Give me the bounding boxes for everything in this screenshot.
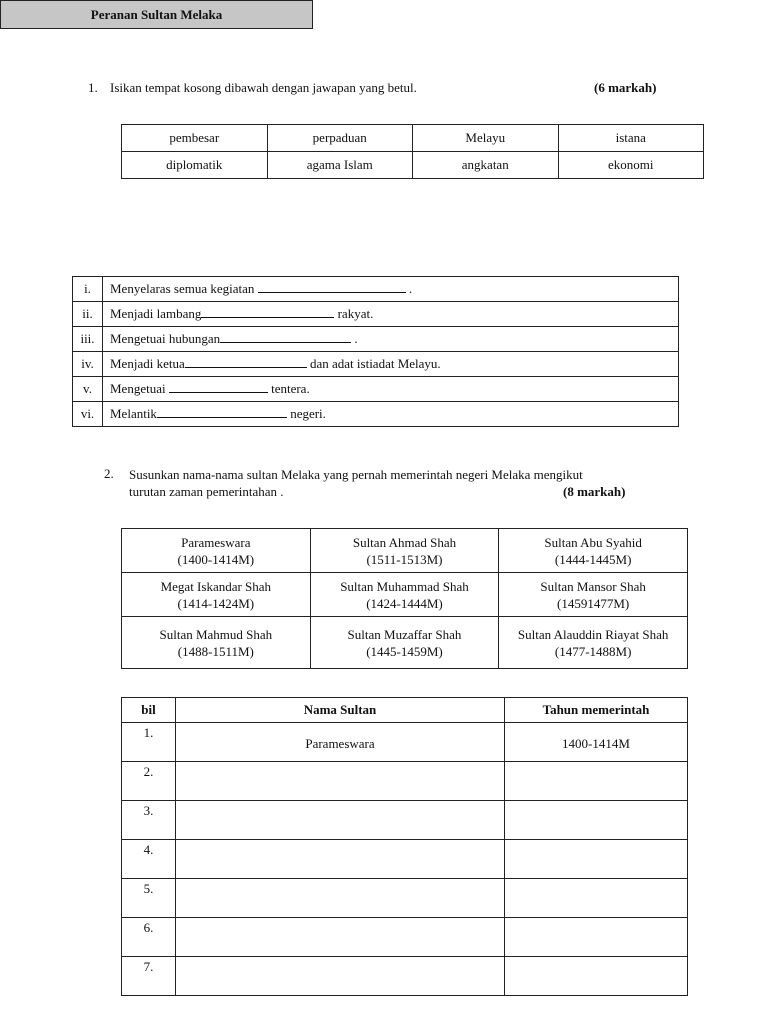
sultan-option-cell (122, 617, 311, 669)
word-bank-row (122, 152, 704, 179)
word-bank-cell: Melayu (413, 125, 559, 152)
role-number: vi. (73, 402, 103, 427)
reign-years-answer[interactable] (505, 879, 688, 918)
role-text-after: . (351, 331, 358, 346)
sultan-options-row (122, 573, 688, 617)
role-row (73, 352, 679, 377)
reign-years-answer[interactable] (505, 918, 688, 957)
sultan-years: (1477-1488M) (554, 643, 632, 659)
sultan-options-table (121, 528, 688, 669)
fill-in-blank[interactable] (157, 406, 287, 418)
sultan-option-cell (499, 617, 688, 669)
sultan-years: (1400-1414M) (177, 551, 255, 567)
role-sentence (103, 402, 679, 427)
role-sentence (103, 352, 679, 377)
answer-row (122, 957, 688, 996)
answer-row (122, 918, 688, 957)
section-title-box: Peranan Sultan Melaka (0, 0, 313, 29)
sultan-name: Sultan Mahmud Shah (159, 626, 273, 642)
question-2-marks: (8 markah) (563, 484, 626, 499)
role-number: i. (73, 277, 103, 302)
sultan-name-answer[interactable] (176, 918, 505, 957)
sultan-years: (1414-1424M) (177, 595, 255, 611)
sultan-name: Sultan Abu Syahid (544, 534, 642, 550)
row-number: 7. (122, 957, 176, 996)
sultan-name: Megat Iskandar Shah (160, 578, 272, 594)
role-text-after: negeri. (286, 406, 326, 421)
roles-table (72, 276, 679, 427)
role-text-after: rakyat. (334, 306, 374, 321)
role-number: ii. (73, 302, 103, 327)
reign-years-answer[interactable] (505, 762, 688, 801)
role-row (73, 277, 679, 302)
sultan-name-answer[interactable] (176, 879, 505, 918)
word-bank-cell: agama Islam (267, 152, 413, 179)
sultan-option-cell (122, 529, 311, 573)
sultan-years: (1511-1513M) (366, 551, 443, 567)
answer-row (122, 723, 688, 762)
role-text-after: . (405, 281, 413, 296)
answer-table (121, 697, 688, 996)
sultan-years: (1445-1459M) (366, 643, 443, 659)
sultan-name: Sultan Muhammad Shah (340, 578, 469, 594)
sultan-option-cell (310, 573, 499, 617)
row-number: 3. (122, 801, 176, 840)
answer-row (122, 879, 688, 918)
column-header-nama-sultan: Nama Sultan (176, 698, 505, 723)
row-number: 6. (122, 918, 176, 957)
role-sentence (103, 377, 679, 402)
role-text-before: Menjadi lambang (110, 306, 202, 321)
sultan-name-answer[interactable] (176, 957, 505, 996)
answer-row (122, 801, 688, 840)
reign-years-answer[interactable]: 1400-1414M (505, 723, 688, 762)
word-bank-cell: perpaduan (267, 125, 413, 152)
sultan-name: Sultan Ahmad Shah (352, 534, 457, 550)
row-number: 5. (122, 879, 176, 918)
role-row (73, 327, 679, 352)
sultan-years: (14591477M) (557, 595, 630, 611)
answer-row (122, 762, 688, 801)
fill-in-blank[interactable] (201, 306, 334, 318)
question-2-instruction-line-1: Susunkan nama-nama sultan Melaka yang pernah memerintah negeri Melaka mengikut (129, 467, 583, 482)
role-text-after: tentera. (267, 381, 310, 396)
fill-in-blank[interactable] (169, 381, 268, 393)
column-header-bil: bil (122, 698, 176, 723)
row-number: 1. (122, 723, 176, 762)
sultan-name: Sultan Alauddin Riayat Shah (517, 626, 669, 642)
role-row (73, 377, 679, 402)
word-bank-table (121, 124, 704, 179)
word-bank-cell: angkatan (413, 152, 559, 179)
role-text-before: Menjadi ketua (110, 356, 185, 371)
role-text-before: Melantik (110, 406, 157, 421)
question-1-number: 1. (88, 80, 98, 95)
sultan-years: (1444-1445M) (554, 551, 632, 567)
role-sentence (103, 277, 679, 302)
word-bank-cell: ekonomi (558, 152, 704, 179)
sultan-years: (1488-1511M) (177, 643, 254, 659)
sultan-name-answer[interactable]: Parameswara (176, 723, 505, 762)
sultan-options-row (122, 617, 688, 669)
word-bank-row (122, 125, 704, 152)
sultan-name: Parameswara (181, 534, 251, 550)
sultan-option-cell (499, 573, 688, 617)
role-sentence (103, 302, 679, 327)
fill-in-blank[interactable] (220, 331, 351, 343)
word-bank-cell: diplomatik (122, 152, 268, 179)
sultan-option-cell (310, 617, 499, 669)
role-number: v. (73, 377, 103, 402)
question-1-marks: (6 markah) (594, 80, 657, 95)
sultan-option-cell (310, 529, 499, 573)
role-sentence (103, 327, 679, 352)
reign-years-answer[interactable] (505, 957, 688, 996)
word-bank-cell: pembesar (122, 125, 268, 152)
fill-in-blank[interactable] (258, 281, 406, 293)
column-header-tahun: Tahun memerintah (505, 698, 688, 723)
question-2-instruction-line-2: turutan zaman pemerintahan . (129, 484, 284, 499)
role-row (73, 402, 679, 427)
reign-years-answer[interactable] (505, 801, 688, 840)
role-number: iii. (73, 327, 103, 352)
answer-header-row (122, 698, 688, 723)
row-number: 2. (122, 762, 176, 801)
word-bank-cell: istana (558, 125, 704, 152)
role-number: iv. (73, 352, 103, 377)
sultan-name: Sultan Muzaffar Shah (347, 626, 462, 642)
question-2-number: 2. (104, 466, 114, 481)
role-row (73, 302, 679, 327)
row-number: 4. (122, 840, 176, 879)
role-text-before: Mengetuai (110, 381, 169, 396)
sultan-name-answer[interactable] (176, 762, 505, 801)
fill-in-blank[interactable] (185, 356, 307, 368)
role-text-before: Menyelaras semua kegiatan (110, 281, 258, 296)
sultan-name-answer[interactable] (176, 801, 505, 840)
question-2-instruction (129, 466, 689, 500)
role-text-after: dan adat istiadat Melayu. (306, 356, 441, 371)
role-text-before: Mengetuai hubungan (110, 331, 221, 346)
sultan-years: (1424-1444M) (366, 595, 443, 611)
sultan-option-cell (122, 573, 311, 617)
sultan-options-row (122, 529, 688, 573)
sultan-option-cell (499, 529, 688, 573)
sultan-name-answer[interactable] (176, 840, 505, 879)
sultan-name: Sultan Mansor Shah (540, 578, 646, 594)
reign-years-answer[interactable] (505, 840, 688, 879)
answer-row (122, 840, 688, 879)
question-1-instruction: Isikan tempat kosong dibawah dengan jawapan yang betul. (110, 80, 417, 95)
